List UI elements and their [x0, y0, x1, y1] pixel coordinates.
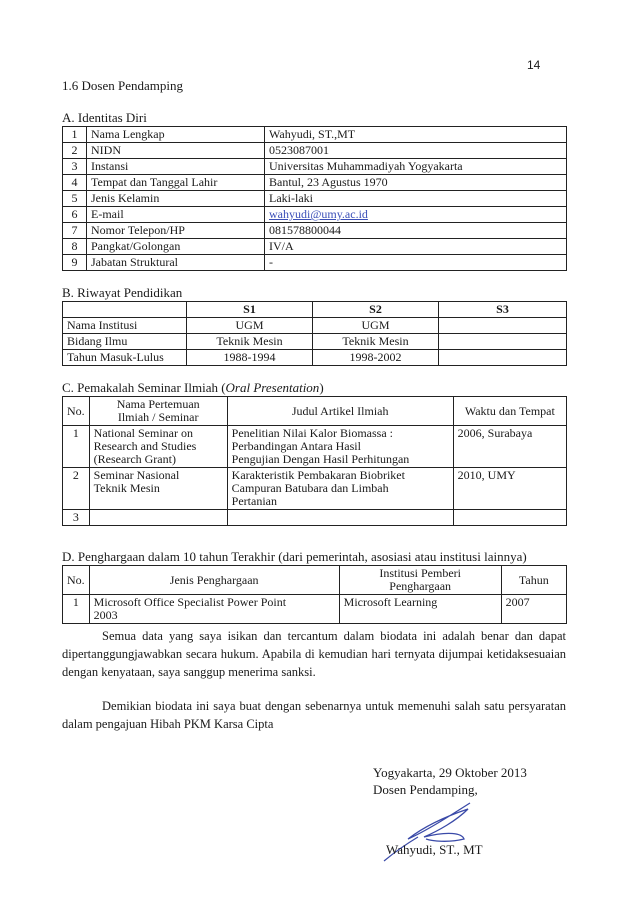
- seminar-header-pertemuan: [89, 397, 227, 426]
- identitas-row-label: Nomor Telepon/HP: [87, 223, 265, 239]
- seminar-row-waktu: 2010, UMY: [453, 468, 566, 510]
- penghargaan-header-no: No.: [63, 566, 90, 595]
- identitas-row-label: Pangkat/Golongan: [87, 239, 265, 255]
- seminar-row-pertemuan-line: National Seminar on: [93, 426, 193, 440]
- pendidikan-table: [62, 301, 567, 366]
- signature-place-date: Yogyakarta, 29 Oktober 2013: [373, 765, 527, 780]
- penghargaan-header-jenis: Jenis Penghargaan: [89, 566, 339, 595]
- page-number: 14: [527, 58, 541, 72]
- identitas-row-value: Laki-laki: [265, 191, 567, 207]
- seminar-row-waktu: 2006, Surabaya: [453, 426, 566, 468]
- pendidikan-header-s3: S3: [439, 302, 567, 318]
- identitas-row: [63, 255, 567, 271]
- identitas-row-label: Tempat dan Tanggal Lahir: [87, 175, 265, 191]
- identitas-row-label: Nama Lengkap: [87, 127, 265, 143]
- identitas-row: [63, 159, 567, 175]
- identitas-row-number: 6: [63, 207, 87, 223]
- identitas-row-value: Wahyudi, ST.,MT: [265, 127, 567, 143]
- seminar-row-judul-line: Penelitian Nilai Kalor Biomassa :: [231, 426, 393, 440]
- pendidikan-row-label: Bidang Ilmu: [63, 334, 187, 350]
- pendidikan-row-s2: UGM: [313, 318, 439, 334]
- identitas-row-label: Jenis Kelamin: [87, 191, 265, 207]
- seminar-row-pertemuan-line: Teknik Mesin: [93, 481, 160, 495]
- identitas-row-value: IV/A: [265, 239, 567, 255]
- penghargaan-row-jenis-line: Microsoft Office Specialist Power Point: [93, 595, 287, 609]
- identitas-row-label: Instansi: [87, 159, 265, 175]
- seminar-row: [63, 510, 567, 526]
- pendidikan-row-s1: UGM: [187, 318, 313, 334]
- identitas-row-number: 7: [63, 223, 87, 239]
- identitas-row-label: E-mail: [87, 207, 265, 223]
- seminar-heading-main: C. Pemakalah Seminar Ilmiah (: [62, 380, 226, 395]
- identitas-row-value: 081578800044: [265, 223, 567, 239]
- seminar-row: [63, 426, 567, 468]
- seminar-row-judul: [227, 510, 453, 526]
- identitas-row: [63, 191, 567, 207]
- seminar-row-judul: [227, 426, 453, 468]
- seminar-table: [62, 396, 567, 526]
- identitas-row-number: 8: [63, 239, 87, 255]
- pendidikan-header-blank: [63, 302, 187, 318]
- identitas-row-value: -: [265, 255, 567, 271]
- penghargaan-row: [63, 595, 567, 624]
- seminar-header-judul: Judul Artikel Ilmiah: [227, 397, 453, 426]
- identitas-row-label: Jabatan Struktural: [87, 255, 265, 271]
- section-title: 1.6 Dosen Pendamping: [62, 78, 183, 93]
- penghargaan-row-institusi: Microsoft Learning: [339, 595, 501, 624]
- identitas-row: [63, 175, 567, 191]
- seminar-heading-end: ): [319, 380, 324, 395]
- pendidikan-heading: B. Riwayat Pendidikan: [62, 285, 183, 300]
- penghargaan-row-jenis-line: 2003: [93, 608, 118, 622]
- pendidikan-row-s1: Teknik Mesin: [187, 334, 313, 350]
- pendidikan-row-s3: [439, 318, 567, 334]
- penghargaan-row-number: 1: [63, 595, 90, 624]
- seminar-row-judul: [227, 468, 453, 510]
- pendidikan-row-s2: Teknik Mesin: [313, 334, 439, 350]
- identitas-row: [63, 143, 567, 159]
- pendidikan-header-s1: S1: [187, 302, 313, 318]
- identitas-row-number: 5: [63, 191, 87, 207]
- identitas-row-value: Bantul, 23 Agustus 1970: [265, 175, 567, 191]
- statement-paragraph-1: Semua data yang saya isikan dan tercantum dalam biodata ini adalah benar dan dapat dipertanggungjawabkan secara hukum. Apabila di kemudian hari ternyata dijumpai ketidaksesuaian dengan kenyataan, saya sanggup menerima sanksi.: [62, 629, 566, 679]
- identitas-heading: A. Identitas Diri: [62, 110, 147, 125]
- identitas-row-value: 0523087001: [265, 143, 567, 159]
- seminar-heading-italic: Oral Presentation: [225, 380, 320, 395]
- identitas-row-label: NIDN: [87, 143, 265, 159]
- seminar-row-pertemuan: [89, 426, 227, 468]
- seminar-row-judul-line: Karakteristik Pembakaran Biobriket: [231, 468, 405, 482]
- seminar-row-number: 2: [63, 468, 90, 510]
- seminar-heading: [62, 380, 324, 396]
- identitas-row-value: Universitas Muhammadiyah Yogyakarta: [265, 159, 567, 175]
- pendidikan-row-s2: 1998-2002: [313, 350, 439, 366]
- identitas-row-number: 9: [63, 255, 87, 271]
- pendidikan-row: [63, 334, 567, 350]
- seminar-row-pertemuan-line: (Research Grant): [93, 452, 176, 466]
- seminar-row-pertemuan: [89, 510, 227, 526]
- seminar-row-pertemuan-line: Seminar Nasional: [93, 468, 180, 482]
- seminar-row: [63, 468, 567, 510]
- pendidikan-row-label: Nama Institusi: [63, 318, 187, 334]
- penghargaan-row-jenis: [89, 595, 339, 624]
- seminar-row-pertemuan-line: Research and Studies: [93, 439, 197, 453]
- seminar-row-waktu: [453, 510, 566, 526]
- penghargaan-header-institusi-2: Penghargaan: [389, 579, 452, 593]
- identitas-row: [63, 239, 567, 255]
- seminar-row-judul-line: Campuran Batubara dan Limbah: [231, 481, 389, 495]
- seminar-row-judul-line: Pengujian Dengan Hasil Perhitungan: [231, 452, 410, 466]
- penghargaan-header-institusi-1: Institusi Pemberi: [379, 566, 461, 580]
- pendidikan-row: [63, 350, 567, 366]
- pendidikan-row-s3: [439, 334, 567, 350]
- identitas-row: [63, 223, 567, 239]
- signature-name: Wahyudi, ST., MT: [386, 842, 483, 857]
- pendidikan-row-s1: 1988-1994: [187, 350, 313, 366]
- seminar-row-judul-line: Perbandingan Antara Hasil: [231, 439, 361, 453]
- identitas-row-number: 4: [63, 175, 87, 191]
- identitas-row: [63, 127, 567, 143]
- email-link[interactable]: wahyudi@umy.ac.id: [265, 207, 567, 223]
- seminar-header-waktu: Waktu dan Tempat: [453, 397, 566, 426]
- pendidikan-row: [63, 318, 567, 334]
- statement-paragraph-2: Demikian biodata ini saya buat dengan sebenarnya untuk memenuhi salah satu persyaratan dalam pengajuan Hibah PKM Karsa Cipta: [62, 699, 566, 731]
- identitas-row: [63, 207, 567, 223]
- penghargaan-row-tahun: 2007: [501, 595, 566, 624]
- seminar-row-pertemuan: [89, 468, 227, 510]
- pendidikan-header-s2: S2: [313, 302, 439, 318]
- signature-role: Dosen Pendamping,: [373, 782, 478, 797]
- identitas-table: [62, 126, 567, 271]
- identitas-row-number: 2: [63, 143, 87, 159]
- penghargaan-table: [62, 565, 567, 624]
- seminar-header-pertemuan-2: Ilmiah / Seminar: [117, 410, 199, 424]
- seminar-header-pertemuan-1: Nama Pertemuan: [116, 397, 200, 411]
- seminar-header-no: No.: [63, 397, 90, 426]
- pendidikan-row-s3: [439, 350, 567, 366]
- seminar-row-number: 1: [63, 426, 90, 468]
- identitas-row-number: 3: [63, 159, 87, 175]
- seminar-row-number: 3: [63, 510, 90, 526]
- pendidikan-row-label: Tahun Masuk-Lulus: [63, 350, 187, 366]
- identitas-row-number: 1: [63, 127, 87, 143]
- penghargaan-header-institusi: [339, 566, 501, 595]
- seminar-row-judul-line: Pertanian: [231, 494, 277, 508]
- penghargaan-header-tahun: Tahun: [501, 566, 566, 595]
- penghargaan-heading: D. Penghargaan dalam 10 tahun Terakhir (dari pemerintah, asosiasi atau institusi lainnya): [62, 549, 527, 564]
